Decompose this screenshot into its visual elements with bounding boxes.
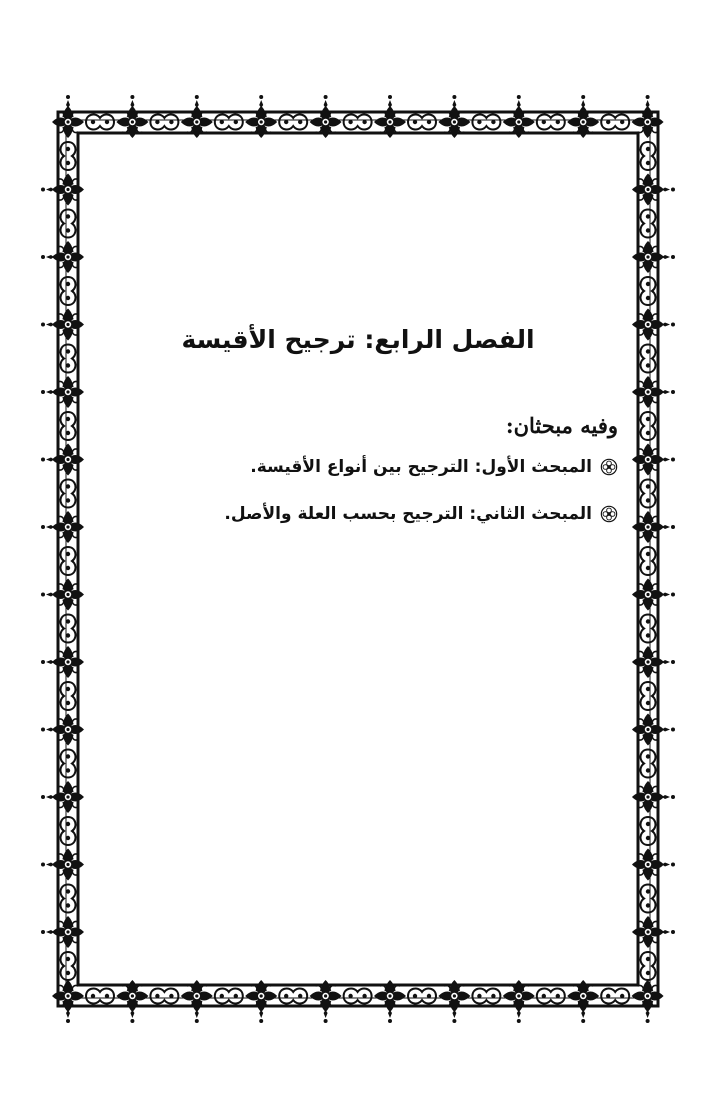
scroll-icon: [641, 817, 656, 845]
ornament-spike-icon: [646, 1010, 650, 1023]
ornament-spike-icon: [41, 795, 54, 799]
ornament-spike-icon: [41, 930, 54, 934]
scroll-icon: [641, 952, 656, 980]
page-content: [80, 135, 636, 983]
scroll-icon: [601, 115, 629, 130]
scroll-icon: [641, 210, 656, 238]
ornament-spike-icon: [662, 255, 675, 259]
ornament-spike-icon: [388, 95, 392, 108]
ornament-spike-icon: [66, 1010, 70, 1023]
ornament-spike-icon: [662, 728, 675, 732]
ornament-spike-icon: [259, 95, 263, 108]
ornament-spike-icon: [195, 1010, 199, 1023]
ornament-spike-icon: [195, 95, 199, 108]
ornament-spike-icon: [41, 863, 54, 867]
flower-bullet-icon: [600, 505, 618, 523]
section-list: [224, 455, 618, 549]
scroll-icon: [641, 277, 656, 305]
ornament-spike-icon: [41, 525, 54, 529]
scroll-icon: [344, 115, 372, 130]
ornament-spike-icon: [324, 95, 328, 108]
section-item-1: [224, 455, 618, 479]
scroll-icon: [472, 115, 500, 130]
chapter-intro: وفيه مبحثان:: [505, 413, 618, 438]
ornament-spike-icon: [662, 390, 675, 394]
scroll-icon: [61, 345, 76, 373]
scroll-icon: [641, 547, 656, 575]
scroll-icon: [61, 885, 76, 913]
ornament-spike-icon: [41, 660, 54, 664]
flower-bullet-icon: [600, 458, 618, 476]
ornament-spike-icon: [581, 1010, 585, 1023]
ornament-spike-icon: [662, 863, 675, 867]
ornament-spike-icon: [662, 593, 675, 597]
ornament-spike-icon: [452, 95, 456, 108]
scroll-icon: [215, 989, 243, 1004]
scroll-icon: [61, 750, 76, 778]
scroll-icon: [61, 682, 76, 710]
scroll-icon: [641, 480, 656, 508]
ornament-spike-icon: [259, 1010, 263, 1023]
scroll-icon: [641, 885, 656, 913]
scroll-icon: [86, 115, 114, 130]
scroll-icon: [61, 615, 76, 643]
ornament-spike-icon: [388, 1010, 392, 1023]
scroll-icon: [61, 480, 76, 508]
ornament-spike-icon: [662, 188, 675, 192]
ornament-spike-icon: [662, 323, 675, 327]
scroll-icon: [537, 115, 565, 130]
scroll-icon: [408, 115, 436, 130]
scroll-icon: [408, 989, 436, 1004]
ornament-spike-icon: [41, 728, 54, 732]
ornament-spike-icon: [517, 1010, 521, 1023]
scroll-icon: [344, 989, 372, 1004]
scroll-icon: [641, 682, 656, 710]
scroll-icon: [472, 989, 500, 1004]
chapter-title: الفصل الرابع: ترجيح الأقيسة: [181, 325, 535, 354]
ornament-spike-icon: [130, 95, 134, 108]
ornament-spike-icon: [41, 188, 54, 192]
ornament-spike-icon: [41, 390, 54, 394]
ornament-spike-icon: [662, 930, 675, 934]
ornament-spike-icon: [662, 525, 675, 529]
ornament-spike-icon: [662, 458, 675, 462]
scroll-icon: [86, 989, 114, 1004]
scroll-icon: [641, 412, 656, 440]
section-item-2: [224, 502, 618, 526]
ornament-spike-icon: [646, 95, 650, 108]
scroll-icon: [150, 989, 178, 1004]
ornament-spike-icon: [581, 95, 585, 108]
ornament-spike-icon: [41, 255, 54, 259]
scroll-icon: [279, 989, 307, 1004]
ornament-spike-icon: [452, 1010, 456, 1023]
ornament-spike-icon: [41, 458, 54, 462]
scroll-icon: [537, 989, 565, 1004]
section-title-1: المبحث الأول: الترجيح بين أنواع الأقيسة.: [250, 457, 592, 477]
scroll-icon: [279, 115, 307, 130]
scroll-icon: [641, 750, 656, 778]
scroll-icon: [641, 345, 656, 373]
scroll-icon: [61, 142, 76, 170]
scroll-icon: [61, 952, 76, 980]
scroll-icon: [61, 547, 76, 575]
scroll-icon: [641, 615, 656, 643]
scroll-icon: [61, 210, 76, 238]
scroll-icon: [61, 412, 76, 440]
scroll-icon: [641, 142, 656, 170]
ornament-spike-icon: [41, 323, 54, 327]
scroll-icon: [61, 817, 76, 845]
ornament-spike-icon: [66, 95, 70, 108]
scroll-icon: [150, 115, 178, 130]
ornament-spike-icon: [324, 1010, 328, 1023]
scroll-icon: [61, 277, 76, 305]
scroll-icon: [601, 989, 629, 1004]
ornament-spike-icon: [662, 795, 675, 799]
ornament-spike-icon: [662, 660, 675, 664]
scroll-icon: [215, 115, 243, 130]
ornament-spike-icon: [517, 95, 521, 108]
ornament-spike-icon: [130, 1010, 134, 1023]
ornament-spike-icon: [41, 593, 54, 597]
section-title-2: المبحث الثاني: الترجيح بحسب العلة والأصل.: [224, 504, 592, 524]
